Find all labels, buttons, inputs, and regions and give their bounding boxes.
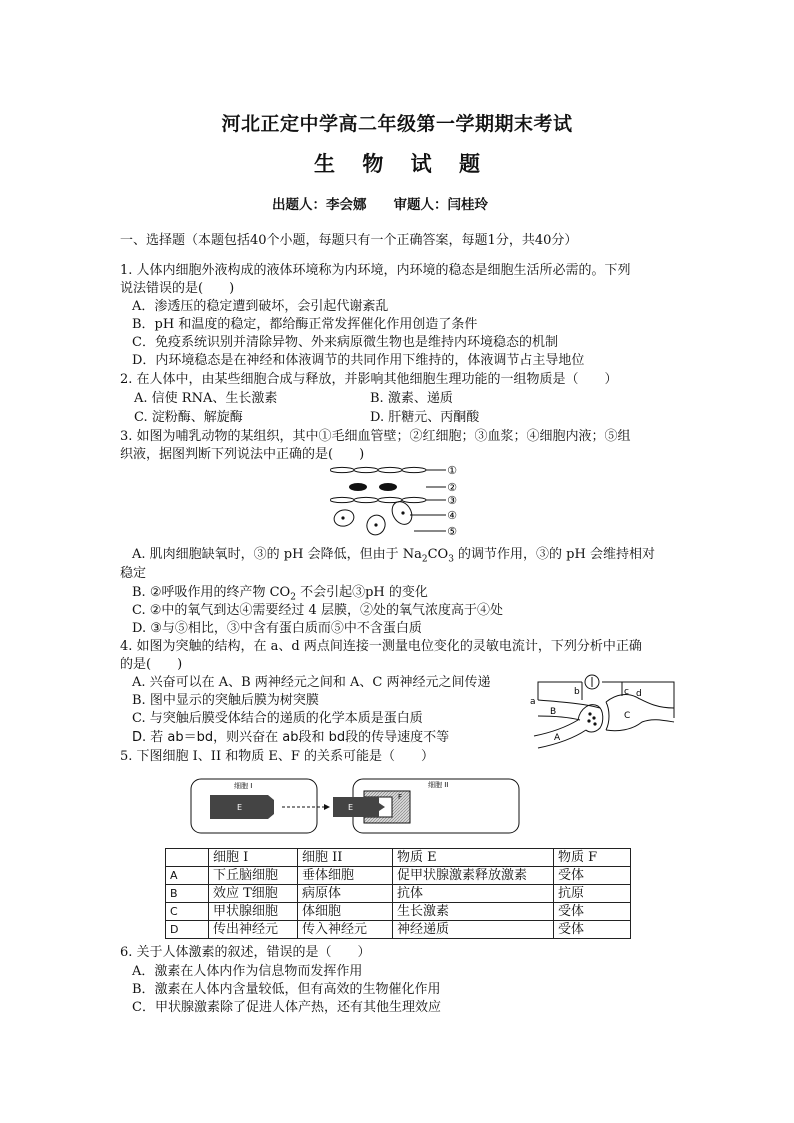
tissue-label-2: ② [447, 481, 457, 494]
cell-signal-diagram [190, 777, 520, 837]
tissue-label-5: ⑤ [447, 525, 457, 538]
section-heading: 一、选择题（本题包括40个小题，每题只有一个正确答案，每题1分，共40分） [120, 233, 578, 248]
table-row [166, 885, 631, 903]
q2-option-d: D. 肝糖元、丙酮酸 [370, 410, 480, 425]
synapse-label-B: B [550, 707, 557, 717]
q3-stem-line2: 织液，据图判断下列说法中正确的是( ) [120, 447, 365, 462]
q3-option-c: C. ②中的氧气到达④需要经过 4 层膜，②处的氧气浓度高于④处 [132, 603, 503, 618]
authors-line: 出题人：李会娜 审题人：闫桂玲 [272, 197, 488, 213]
tissue-label-1: ① [447, 464, 457, 477]
q6-stem: 6. 关于人体激素的叙述，错误的是（ ） [120, 945, 371, 960]
diagram-e2-label: E [348, 803, 354, 812]
q3-option-a-text2: CO [427, 547, 449, 562]
synapse-label-d: d [636, 689, 642, 699]
table-cell: A [166, 867, 209, 885]
table-header-cell: 细胞 I [209, 849, 298, 867]
table-cell: B [166, 885, 209, 903]
table-row [166, 903, 631, 921]
q2-option-b: B. 激素、递质 [370, 391, 453, 406]
q3-stem-line1: 3. 如图为哺乳动物的某组织，其中①毛细血管壁；②红细胞；③血浆；④细胞内液；⑤组 [120, 429, 631, 444]
q1-option-c: C．免疫系统识别并清除异物、外来病原微生物也是维持内环境稳态的机制 [132, 335, 558, 350]
q1-option-d: D．内环境稳态是在神经和体液调节的共同作用下维持的，体液调节占主导地位 [132, 353, 585, 368]
q1-stem-line2: 说法错误的是( ) [120, 281, 235, 296]
table-cell: 抗体 [393, 885, 554, 903]
diagram-cell2-label: 细胞 II [428, 781, 449, 789]
q3-option-d: D. ③与⑤相比，③中含有蛋白质而⑤中不含蛋白质 [132, 621, 422, 636]
synapse-label-C: C [624, 711, 631, 721]
q5-stem: 5. 下图细胞 I、II 和物质 E、F 的关系可能是（ ） [120, 749, 434, 764]
q4-option-a: A. 兴奋可以在 A、B 两神经元之间和 A、C 两神经元之间传递 [132, 675, 491, 690]
table-row [166, 867, 631, 885]
q6-option-b: B．激素在人体内含量较低，但有高效的生物催化作用 [132, 982, 441, 997]
table-cell: 体细胞 [298, 903, 393, 921]
diagram-e1-label: E [237, 803, 243, 812]
table-cell: 传入神经元 [298, 921, 393, 939]
table-cell: 受体 [554, 867, 631, 885]
tissue-diagram [330, 463, 460, 541]
table-cell: 传出神经元 [209, 921, 298, 939]
q3-option-b-sub: 2 [290, 592, 296, 603]
table-cell: 受体 [554, 921, 631, 939]
q1-option-a: A．渗透压的稳定遭到破坏，会引起代谢紊乱 [132, 299, 389, 314]
table-header-cell: 细胞 II [298, 849, 393, 867]
synapse-label-c: c [624, 687, 629, 697]
table-cell: 甲状腺细胞 [209, 903, 298, 921]
q4-stem-line1: 4. 如图为突触的结构，在 a、d 两点间连接一测量电位变化的灵敏电流计，下列分析中正确 [120, 639, 642, 654]
table-header-cell: 物质 F [554, 849, 631, 867]
q3-option-a [132, 546, 655, 569]
table-cell: D [166, 921, 209, 939]
q4-option-c: C. 与突触后膜受体结合的递质的化学本质是蛋白质 [132, 711, 423, 726]
table-header-cell [166, 849, 209, 867]
diagram-f-label: F [398, 793, 403, 801]
q2-option-a: A. 信使 RNA、生长激素 [134, 391, 278, 406]
synapse-diagram [524, 672, 679, 754]
q3-option-b-text1: B. ②呼吸作用的终产物 CO [132, 585, 291, 600]
table-cell: 神经递质 [393, 921, 554, 939]
table-cell: C [166, 903, 209, 921]
synapse-label-A: A [554, 733, 561, 743]
exam-title: 河北正定中学高二年级第一学期期末考试 [221, 113, 573, 135]
table-cell: 抗原 [554, 885, 631, 903]
q2-option-c: C. 淀粉酶、解旋酶 [134, 410, 243, 425]
q4-stem-line2: 的是( ) [120, 657, 183, 672]
tissue-label-4: ④ [447, 509, 457, 522]
q1-stem-line1: 1. 人体内细胞外液构成的液体环境称为内环境，内环境的稳态是细胞生活所必需的。下列 [120, 263, 631, 278]
synapse-label-a: a [530, 697, 536, 707]
q4-option-b: B. 图中显示的突触后膜为树突膜 [132, 693, 319, 708]
q6-option-a: A．激素在人体内作为信息物而发挥作用 [132, 964, 363, 979]
q1-option-b: B．pH 和温度的稳定，都给酶正常发挥催化作用创造了条件 [132, 317, 478, 332]
q4-option-d: D. 若 ab＝bd，则兴奋在 ab段和 bd段的传导速度不等 [132, 730, 450, 745]
q6-option-c: C．甲状腺激素除了促进人体产热，还有其他生理效应 [132, 1000, 441, 1015]
synapse-label-b: b [574, 687, 580, 697]
q3-option-b-text2: 不会引起③pH 的变化 [295, 585, 428, 600]
table-cell: 促甲状腺激素释放激素 [393, 867, 554, 885]
tissue-label-3: ③ [447, 494, 457, 507]
q5-table [165, 848, 631, 939]
q3-option-a-sub2: 3 [448, 554, 454, 565]
table-cell: 效应 T细胞 [209, 885, 298, 903]
q2-stem: 2. 在人体中，由某些细胞合成与释放，并影响其他细胞生理功能的一组物质是（ ） [120, 372, 618, 387]
q3-option-a-cont: 稳定 [120, 566, 147, 581]
q3-option-a-text1: A. 肌肉细胞缺氧时，③的 pH 会降低，但由于 Na [132, 547, 422, 562]
table-header-cell: 物质 E [393, 849, 554, 867]
table-cell: 受体 [554, 903, 631, 921]
q3-option-a-sub1: 2 [421, 554, 428, 565]
table-cell: 下丘脑细胞 [209, 867, 298, 885]
table-row [166, 921, 631, 939]
table-cell: 生长激素 [393, 903, 554, 921]
q3-option-a-text3: 的调节作用，③的 pH 会维持相对 [453, 547, 655, 562]
exam-subtitle: 生 物 试 题 [314, 151, 490, 176]
table-header-row [166, 849, 631, 867]
table-cell: 垂体细胞 [298, 867, 393, 885]
table-cell: 病原体 [298, 885, 393, 903]
diagram-cell1-label: 细胞 I [234, 782, 253, 790]
